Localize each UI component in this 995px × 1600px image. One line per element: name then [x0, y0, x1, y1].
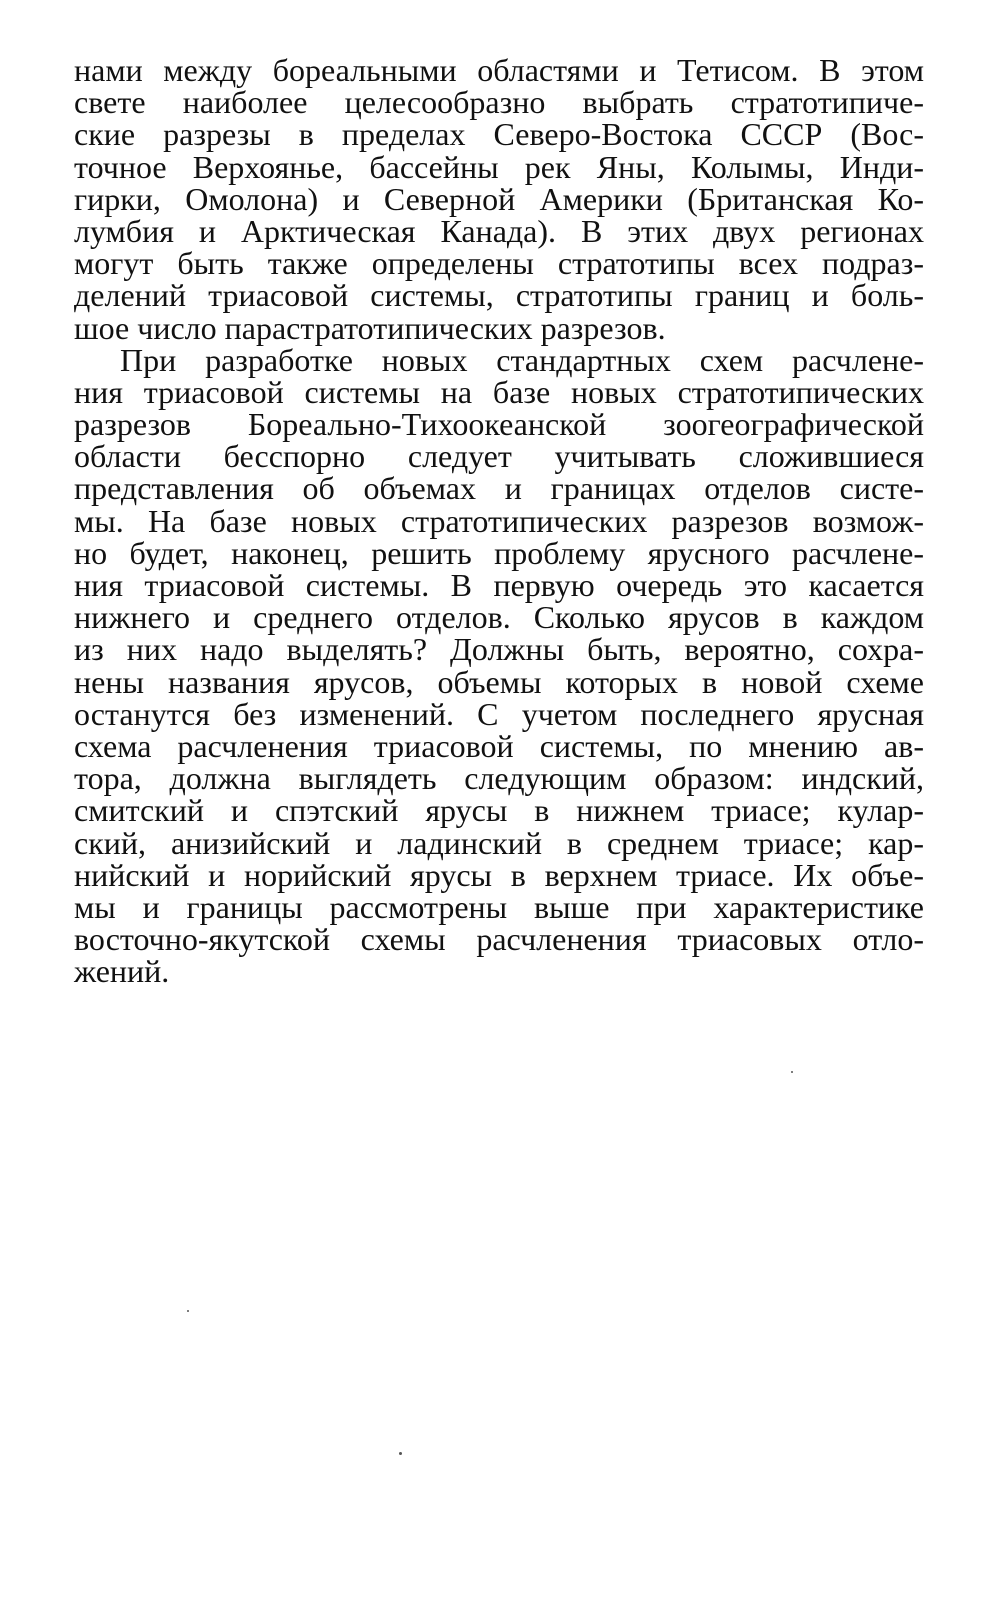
- text-line: останутся без изменений. С учетом последнего ярусная: [74, 695, 924, 732]
- text-line: нижнего и среднего отделов. Сколько ярусов в каждом: [74, 599, 924, 636]
- paragraph-1: [74, 54, 924, 344]
- text-line: схема расчленения триасовой системы, по мнению ав-: [74, 727, 924, 764]
- text-line: ния триасовой системы. В первую очередь это касается: [74, 567, 924, 603]
- text-line: гирки, Омолона) и Северной Америки (Британская Ко-: [74, 180, 924, 217]
- text-line: нийский и норийский ярусы в верхнем триасе. Их объе-: [74, 856, 924, 893]
- text-line: свете наиболее целесообразно выбрать стратотипиче-: [74, 84, 924, 121]
- text-line: тора, должна выглядеть следующим образом: индский,: [74, 760, 924, 797]
- text-line: нены названия ярусов, объемы которых в новой схеме: [74, 663, 924, 700]
- body-text: [74, 52, 924, 990]
- text-line: могут быть также определены стратотипы всех подраз-: [74, 245, 924, 282]
- text-line: ния триасовой системы на базе новых стратотипических: [74, 373, 924, 410]
- text-line: жений.: [74, 953, 170, 990]
- text-line: области бесспорно следует учитывать сложившиеся: [74, 438, 924, 475]
- text-line: ский, анизийский и ладинский в среднем триасе; кар-: [74, 824, 924, 861]
- text-line: мы. На базе новых стратотипических разрезов возмож-: [74, 502, 924, 539]
- text-line: лумбия и Арктическая Канада). В этих двух регионах: [74, 212, 924, 249]
- text-line: нами между бореальными областями и Тетисом. В этом: [74, 52, 924, 88]
- text-line: делений триасовой системы, стратотипы границ и боль-: [74, 277, 924, 314]
- text-line: При разработке новых стандартных схем расчлене-: [120, 341, 924, 378]
- text-line: разрезов Бореально-Тихоокеанской зоогеографической: [74, 406, 924, 443]
- text-line: из них надо выделять? Должны быть, вероятно, сохра-: [74, 631, 924, 668]
- scan-speck: [791, 1071, 793, 1073]
- text-line: смитский и спэтский ярусы в нижнем триасе; кулар-: [74, 792, 924, 829]
- scan-speck: [399, 1452, 402, 1455]
- text-line: ские разрезы в пределах Северо-Востока СССР (Вос-: [74, 116, 924, 153]
- text-line: представления об объемах и границах отделов систе-: [74, 470, 924, 507]
- text-line: шое число парастратотипических разрезов.: [74, 309, 666, 346]
- text-line: точное Верхоянье, бассейны рек Яны, Колымы, Инди-: [74, 148, 924, 185]
- scan-speck: [187, 1310, 189, 1312]
- text-line: восточно-якутской схемы расчленения триасовых отло-: [74, 921, 924, 958]
- text-line: мы и границы рассмотрены выше при характеристике: [74, 888, 924, 925]
- text-line: но будет, наконец, решить проблему ярусного расчлене-: [74, 534, 924, 571]
- paragraph-2: [74, 341, 924, 990]
